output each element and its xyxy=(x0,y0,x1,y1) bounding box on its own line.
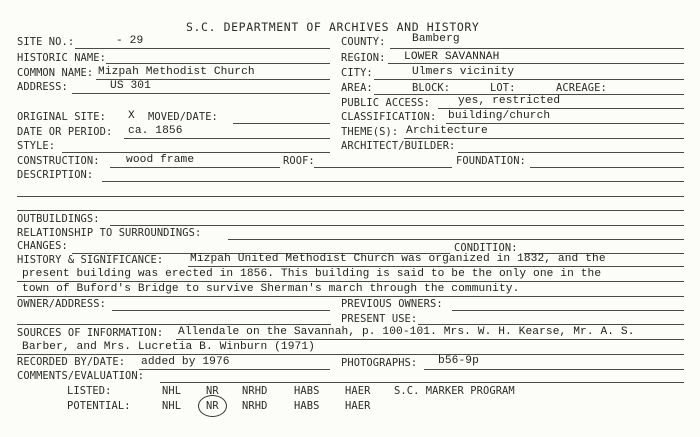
recorded-value: added by 1976 xyxy=(141,356,230,368)
owner-line-2 xyxy=(17,324,331,325)
construction-label: CONSTRUCTION: xyxy=(17,155,100,167)
potential-nrhd: NRHD xyxy=(242,400,268,412)
description-label: DESCRIPTION: xyxy=(17,169,94,181)
date-period-value: ca. 1856 xyxy=(128,125,183,137)
construction-line xyxy=(110,167,280,168)
region-label: REGION: xyxy=(341,52,386,64)
photographs-value: b56-9p xyxy=(438,355,479,367)
comments-line xyxy=(160,382,684,383)
foundation-line xyxy=(530,167,684,168)
public-access-value: yes, restricted xyxy=(458,95,561,107)
owner-label: OWNER/ADDRESS: xyxy=(17,298,106,310)
region-line xyxy=(388,63,684,64)
description-line-1 xyxy=(102,181,684,182)
listed-sc-marker: S.C. MARKER PROGRAM xyxy=(394,385,515,397)
moved-date-line xyxy=(233,123,330,124)
common-name-label: COMMON NAME: xyxy=(17,67,94,79)
architect-line xyxy=(458,152,684,153)
architect-label: ARCHITECT/BUILDER: xyxy=(341,140,456,152)
moved-date-label: MOVED/DATE: xyxy=(148,111,218,123)
changes-label: CHANGES: xyxy=(17,240,68,252)
construction-value: wood frame xyxy=(126,154,195,166)
history-rule-3 xyxy=(17,296,684,297)
potential-nr-circle xyxy=(198,395,227,417)
area-label: AREA: xyxy=(341,82,373,94)
style-line xyxy=(62,152,330,153)
recorded-line xyxy=(139,369,330,370)
common-name-value: Mizpah Methodist Church xyxy=(98,66,255,78)
original-site-label: ORIGINAL SITE: xyxy=(17,111,106,123)
roof-label: ROOF: xyxy=(283,155,315,167)
address-label: ADDRESS: xyxy=(17,81,68,93)
photographs-line xyxy=(424,369,684,370)
description-line-3 xyxy=(17,210,684,211)
previous-owners-label: PREVIOUS OWNERS: xyxy=(341,298,443,310)
relationship-label: RELATIONSHIP TO SURROUNDINGS: xyxy=(17,227,202,239)
block-label: BLOCK: xyxy=(412,82,451,94)
previous-owners-line xyxy=(452,310,684,311)
potential-nhl: NHL xyxy=(162,400,182,412)
county-line xyxy=(390,48,684,49)
present-use-label: PRESENT USE: xyxy=(341,313,418,325)
history-label: HISTORY & SIGNIFICANCE: xyxy=(17,254,164,266)
date-period-line xyxy=(124,138,330,139)
listed-habs: HABS xyxy=(294,385,320,397)
comments-label: COMMENTS/EVALUATION: xyxy=(17,370,145,382)
foundation-label: FOUNDATION: xyxy=(456,155,526,167)
historic-name-line xyxy=(106,63,330,64)
listed-haer: HAER xyxy=(345,385,371,397)
themes-label: THEME(S): xyxy=(341,126,399,138)
recorded-label: RECORDED BY/DATE: xyxy=(17,356,126,368)
county-label: COUNTY: xyxy=(341,36,386,48)
sources-label: SOURCES OF INFORMATION: xyxy=(17,327,164,339)
public-access-label: PUBLIC ACCESS: xyxy=(341,97,430,109)
history-rule-2 xyxy=(17,281,684,282)
photographs-label: PHOTOGRAPHS: xyxy=(341,357,418,369)
card-title: S.C. DEPARTMENT OF ARCHIVES AND HISTORY xyxy=(186,20,480,34)
site-no-line xyxy=(75,48,330,49)
historic-name-label: HISTORIC NAME: xyxy=(17,52,106,64)
themes-value: Architecture xyxy=(406,125,488,137)
potential-label: POTENTIAL: xyxy=(67,400,131,412)
original-site-mark: X xyxy=(128,110,135,122)
city-value: Ulmers vicinity xyxy=(412,66,515,78)
potential-nr: NR xyxy=(206,400,219,412)
potential-habs: HABS xyxy=(294,400,320,412)
description-line-2 xyxy=(17,196,684,197)
themes-line xyxy=(404,138,684,139)
classification-line xyxy=(446,123,684,124)
history-line-1: Mizpah United Methodist Church was organized in 1832, and the xyxy=(190,253,606,265)
lot-label: LOT: xyxy=(490,82,516,94)
history-line-3: town of Buford's Bridge to survive Sherman's march through the community. xyxy=(22,283,520,295)
relationship-line xyxy=(228,239,684,240)
listed-nrhd: NRHD xyxy=(242,385,268,397)
sources-rule-2 xyxy=(17,354,684,355)
classification-value: building/church xyxy=(448,110,551,122)
potential-haer: HAER xyxy=(345,400,371,412)
sources-rule-1 xyxy=(176,339,684,340)
style-label: STYLE: xyxy=(17,140,56,152)
history-line-2: present building was erected in 1856. This building is said to be the only one in the xyxy=(22,268,602,280)
site-no-value: - 29 xyxy=(116,35,144,47)
sources-line-2: Barber, and Mrs. Lucretia B. Winburn (1971) xyxy=(22,341,315,353)
public-access-line xyxy=(438,108,684,109)
listed-nr: NR xyxy=(206,385,219,397)
acreage-label: ACREAGE: xyxy=(556,82,607,94)
classification-label: CLASSIFICATION: xyxy=(341,111,437,123)
date-period-label: DATE OR PERIOD: xyxy=(17,126,113,138)
history-rule-1 xyxy=(188,266,684,267)
address-value: US 301 xyxy=(110,80,151,92)
outbuildings-line xyxy=(110,225,684,226)
city-line xyxy=(374,79,684,80)
city-label: CITY: xyxy=(341,67,373,79)
condition-label: CONDITION: xyxy=(454,242,518,254)
listed-label: LISTED: xyxy=(67,385,112,397)
owner-line xyxy=(112,310,330,311)
site-no-label: SITE NO.: xyxy=(17,36,75,48)
listed-nhl: NHL xyxy=(162,385,182,397)
roof-line xyxy=(314,167,452,168)
county-value: Bamberg xyxy=(412,33,460,45)
region-value: LOWER SAVANNAH xyxy=(404,51,500,63)
present-use-line xyxy=(418,324,684,325)
address-line xyxy=(72,93,330,94)
outbuildings-label: OUTBUILDINGS: xyxy=(17,213,100,225)
sources-line-1: Allendale on the Savannah, p. 100-101. Mrs. W. H. Kearse, Mr. A. S. xyxy=(178,326,635,338)
